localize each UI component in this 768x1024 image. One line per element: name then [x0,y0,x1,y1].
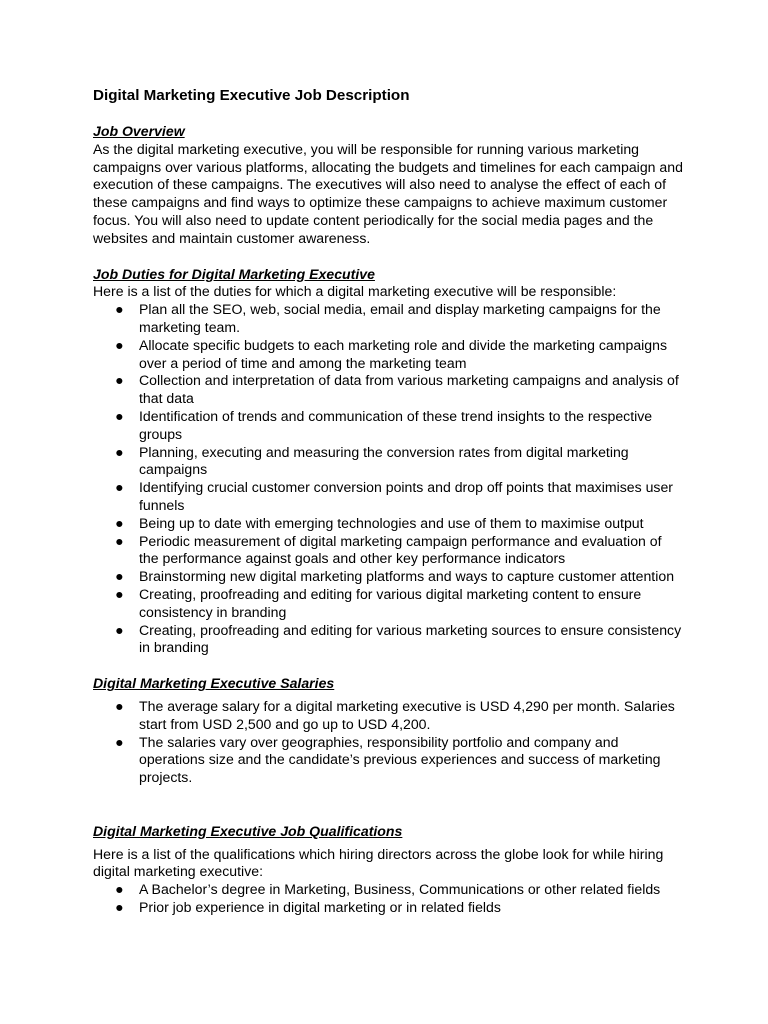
list-item-text: Identification of trends and communication of these trend insights to the respective groups [139,407,653,442]
duties-intro: Here is a list of the duties for which a digital marketing executive will be responsible: [93,283,617,300]
list-item [93,881,683,899]
bullet-icon: ● [115,532,124,549]
list-item [93,622,683,658]
bullet-icon: ● [115,372,124,389]
bullet-icon: ● [115,585,124,602]
list-item [93,479,683,515]
overview-section [93,123,683,248]
bullet-icon: ● [115,568,124,585]
overview-body: As the digital marketing executive, you will be responsible for running various marketing campaigns over various platforms, allocating the budgets and timelines for each campaign and execution of these campaigns. The executives will also need to analyse the effect of each of these campaigns and find ways to optimize these campaigns to achieve maximum customer focus. You will also need to update content periodically for the social media pages and the websites and maintain customer awareness. [93,140,683,246]
qualifications-list [93,881,683,917]
bullet-icon: ● [115,407,124,424]
salaries-section [93,675,683,787]
bullet-icon: ● [115,301,124,318]
qualifications-section [93,823,683,917]
list-item-text: Planning, executing and measuring the conversion rates from digital marketing campaigns [139,443,629,478]
bullet-icon: ● [115,697,124,714]
bullet-icon: ● [115,899,124,916]
list-item-text: Plan all the SEO, web, social media, email and display marketing campaigns for the marketing team. [139,301,661,335]
list-item [93,372,683,408]
qualifications-heading: Digital Marketing Executive Job Qualifications [93,822,403,839]
list-item-text: Identifying crucial customer conversion points and drop off points that maximises user funnels [139,479,674,513]
bullet-icon: ● [115,443,124,460]
list-item-text: The average salary for a digital marketing executive is USD 4,290 per month. Salaries start from USD 2,500 and go up to USD 4,200. [139,697,675,732]
bullet-icon: ● [115,733,124,750]
bullet-icon: ● [115,514,124,531]
list-item [93,734,683,787]
bullet-icon: ● [115,336,124,353]
bullet-icon: ● [115,881,124,898]
duties-section [93,266,683,658]
document-page [93,86,683,917]
list-item-text: Allocate specific budgets to each marketing role and divide the marketing campaigns over a period of time and among the marketing team [139,336,668,371]
list-item-text: Creating, proofreading and editing for various digital marketing content to ensure consistency in branding [139,585,642,620]
list-item [93,586,683,622]
list-item-text: Brainstorming new digital marketing platforms and ways to capture customer attention [139,568,675,585]
salaries-list [93,698,683,787]
bullet-icon: ● [115,479,124,496]
list-item-text: Being up to date with emerging technologies and use of them to maximise output [139,514,644,531]
list-item [93,337,683,373]
list-item-text: Creating, proofreading and editing for various marketing sources to ensure consistency in branding [139,621,682,656]
duties-heading: Job Duties for Digital Marketing Executive [93,265,375,282]
salaries-heading: Digital Marketing Executive Salaries [93,675,335,692]
document-title: Digital Marketing Executive Job Description [93,87,410,104]
list-item [93,568,683,586]
list-item-text: Periodic measurement of digital marketing campaign performance and evaluation of the performance against goals and other key performance indicators [139,532,662,567]
list-item-text: The salaries vary over geographies, responsibility portfolio and company and operations size and the candidate’s previous experiences and success of marketing projects. [139,733,661,786]
list-item [93,533,683,569]
list-item [93,408,683,444]
list-item-text: Collection and interpretation of data from various marketing campaigns and analysis of that data [139,372,679,407]
list-item [93,515,683,533]
bullet-icon: ● [115,621,124,638]
qualifications-intro: Here is a list of the qualifications which hiring directors across the globe look for while hiring digital marketing executive: [93,845,664,880]
list-item [93,698,683,734]
list-item-text: Prior job experience in digital marketing or in related fields [139,899,501,916]
overview-heading: Job Overview [93,123,185,139]
list-item [93,899,683,917]
duties-list [93,301,683,657]
list-item [93,301,683,337]
list-item [93,444,683,480]
list-item-text: A Bachelor’s degree in Marketing, Business, Communications or other related fields [139,881,661,898]
